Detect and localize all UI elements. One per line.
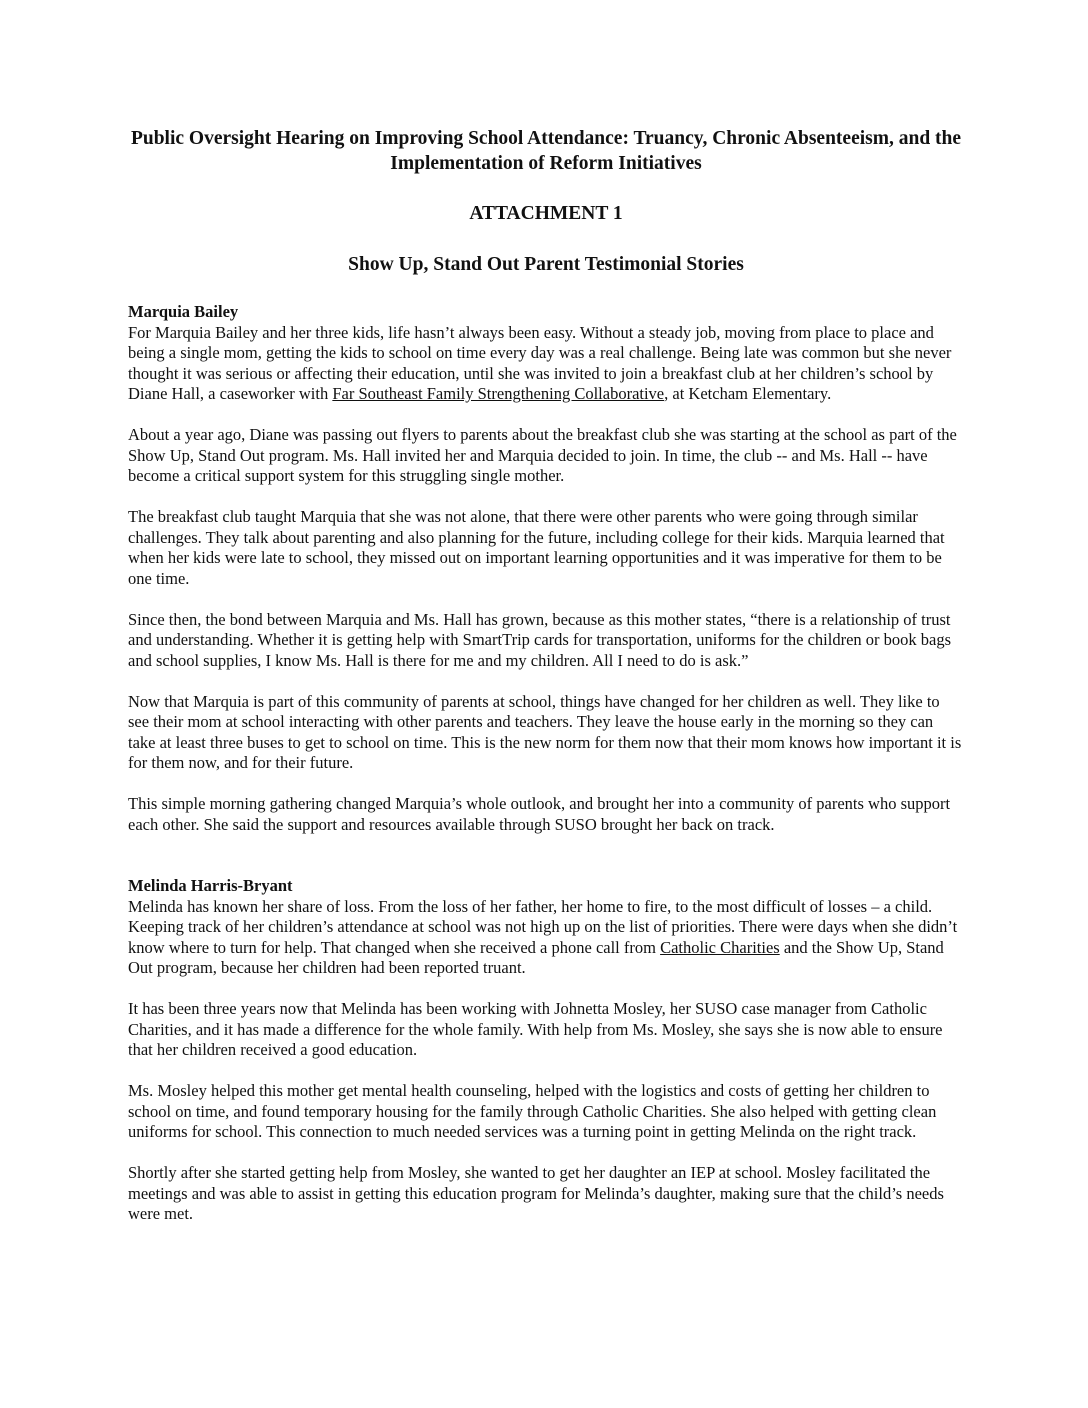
- story-paragraph: Since then, the bond between Marquia and Ms. Hall has grown, because as this mother states, “there is a relationship of trust and understanding. Whether it is getting help with SmartTrip cards for transportation, uniforms for the children or book bags and school supplies, I know Ms. Hall is there for me and my children. All I need to do is ask.”: [128, 609, 952, 670]
- story-paragraph: This simple morning gathering changed Marquia’s whole outlook, and brought her into a community of parents who support each other. She said the support and resources available through SUSO brought her back on track.: [128, 794, 951, 834]
- story-melinda-harris-bryant: [128, 876, 964, 1225]
- paragraph-text: Melinda has known her share of loss. From the loss of her father, her home to fire, to the most difficult of losses – a child. Keeping track of her children’s attendance at school was not high up on the list of priorities. There were days when she didn’t know where to turn for help. That changed when she received a phone call from: [128, 896, 958, 957]
- story-paragraph: [128, 323, 964, 405]
- paragraph-text: , at Ketcham Elementary.: [664, 384, 832, 403]
- story-paragraph: It has been three years now that Melinda has been working with Johnetta Mosley, her SUSO case manager from Catholic Charities, and it has made a difference for the whole family. With help from Ms. Mosley, she says she is now able to ensure that her children received a good education.: [128, 999, 943, 1059]
- story-paragraph: About a year ago, Diane was passing out flyers to parents about the breakfast club she was starting at the school as part of the Show Up, Stand Out program. Ms. Hall invited her and Marquia decided to join. In time, the club -- and Ms. Hall -- have become a critical support system for this struggling single mother.: [128, 425, 957, 485]
- story-paragraph: The breakfast club taught Marquia that she was not alone, that there were other parents who were going through similar challenges. They talk about parenting and also planning for the future, including college for their kids. Marquia learned that when her kids were late to school, they missed out on important learning opportunities and it was imperative for them to be one time.: [128, 507, 945, 588]
- document-title: Public Oversight Hearing on Improving School Attendance: Truancy, Chronic Absenteeism, and the Implementation of Reform Initiatives: [130, 128, 962, 174]
- story-paragraph: Now that Marquia is part of this community of parents at school, things have changed for her children as well. They like to see their mom at school interacting with other parents and teachers. They leave the house early in the morning so they can take at least three buses to get to school on time. This is the new norm for them now that their mom knows how important it is for them now, and for their future.: [128, 691, 962, 772]
- story-marquia-bailey: [128, 302, 964, 835]
- story-paragraph: [128, 897, 964, 979]
- story-paragraph: Ms. Mosley helped this mother get mental health counseling, helped with the logistics and costs of getting her children to school on time, and found temporary housing for the family through Catholic Charities. She also helped with getting clean uniforms for school. This connection to much needed services was a turning point in getting Melinda on the right track.: [128, 1081, 937, 1141]
- document-page: [128, 126, 964, 1225]
- paragraph-text: and the Show Up, Stand Out program, because her children had been reported truant.: [128, 937, 944, 977]
- catholic-charities-link[interactable]: Catholic Charities: [660, 937, 780, 957]
- story-name: Marquia Bailey: [128, 302, 239, 321]
- story-name: Melinda Harris-Bryant: [128, 876, 293, 895]
- attachment-heading: ATTACHMENT 1: [469, 203, 623, 224]
- far-southeast-link[interactable]: Far Southeast Family Strengthening Collaborative: [332, 384, 665, 403]
- story-paragraph: Shortly after she started getting help from Mosley, she wanted to get her daughter an IEP at school. Mosley facilitated the meetings and was able to assist in getting this education program for Melinda’s daughter, making sure that the child’s needs were met.: [128, 1163, 944, 1223]
- document-subtitle: Show Up, Stand Out Parent Testimonial Stories: [348, 254, 744, 275]
- paragraph-text: For Marquia Bailey and her three kids, life hasn’t always been easy. Without a steady job, moving from place to place and being a single mom, getting the kids to school on time every day was a real challenge. Being late was common but she never thought it was serious or affecting their education, until she was invited to join a breakfast club at her children’s school by Diane Hall, a caseworker with: [128, 322, 952, 403]
